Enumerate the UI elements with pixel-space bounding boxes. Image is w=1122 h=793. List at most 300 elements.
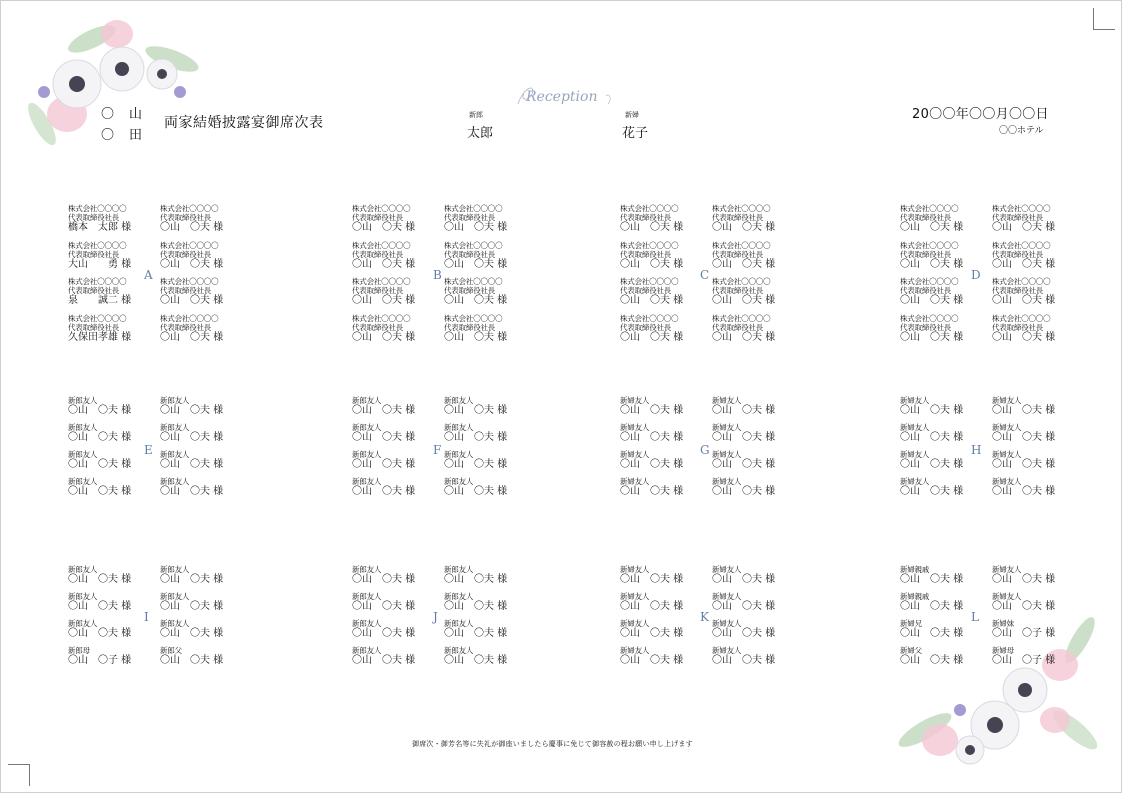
guest-name: 〇山 〇夫 様 — [712, 601, 776, 612]
guest-name: 〇山 〇夫 様 — [160, 258, 224, 270]
guest-entry — [900, 314, 963, 344]
guest-entry — [900, 204, 963, 234]
guest-title: 代表取締役社長 — [620, 249, 672, 259]
guest-title: 株式会社〇〇〇〇 — [620, 313, 679, 323]
guest-name: 〇山 〇夫 様 — [992, 405, 1056, 416]
guest-entry — [444, 646, 507, 667]
guest-name: 久保田孝雄 様 — [68, 331, 132, 343]
guest-title: 代表取締役社長 — [992, 213, 1044, 222]
table-label: D — [971, 268, 981, 282]
guest-entry — [444, 619, 507, 640]
guest-title: 代表取締役社長 — [68, 213, 120, 222]
guest-name: 〇山 〇夫 様 — [900, 601, 964, 612]
guest-title: 新郎友人 — [160, 565, 190, 574]
guest-name: 〇山 〇夫 様 — [620, 258, 684, 270]
guest-title: 株式会社〇〇〇〇 — [992, 313, 1051, 323]
guest-name: 〇山 〇夫 様 — [352, 258, 416, 270]
guest-name: 〇山 〇夫 様 — [160, 432, 224, 443]
guest-title: 株式会社〇〇〇〇 — [352, 313, 411, 323]
guest-title: 株式会社〇〇〇〇 — [160, 240, 219, 250]
guest-name: 〇山 〇夫 様 — [444, 601, 508, 612]
guest-title: 新婦友人 — [620, 646, 650, 655]
guest-entry — [160, 450, 223, 471]
guest-entry — [712, 477, 775, 498]
guest-title: 新郎友人 — [444, 619, 474, 628]
guest-entry — [712, 314, 775, 344]
guest-entry — [68, 565, 131, 586]
guest-entry — [712, 592, 775, 613]
guest-name: 〇山 〇夫 様 — [900, 405, 964, 416]
guest-title: 代表取締役社長 — [68, 249, 120, 259]
guest-entry — [352, 450, 415, 471]
guest-title: 新婦友人 — [900, 450, 930, 459]
guest-title: 代表取締役社長 — [900, 213, 952, 222]
guest-title: 新婦友人 — [712, 396, 742, 405]
guest-entry — [620, 241, 683, 271]
guest-title: 新婦友人 — [712, 592, 742, 601]
guest-title: 新郎友人 — [352, 592, 382, 601]
guest-title: 株式会社〇〇〇〇 — [68, 204, 127, 213]
guest-name: 〇山 〇夫 様 — [160, 405, 224, 416]
guest-title: 代表取締役社長 — [352, 249, 404, 259]
guest-entry — [160, 204, 223, 234]
guest-entry — [444, 592, 507, 613]
guest-title: 新郎友人 — [160, 592, 190, 601]
guest-name: 〇山 〇夫 様 — [992, 258, 1056, 270]
guest-title: 代表取締役社長 — [444, 249, 496, 259]
table-label: G — [700, 443, 710, 457]
bride-name: 花子 — [622, 126, 649, 141]
table-label: B — [433, 268, 442, 282]
guest-title: 新婦友人 — [712, 423, 742, 432]
guest-entry — [620, 277, 683, 307]
guest-entry — [620, 592, 683, 613]
guest-entry — [900, 423, 963, 444]
guest-name: 〇山 〇夫 様 — [992, 459, 1056, 470]
guest-name: 〇山 〇夫 様 — [900, 655, 964, 666]
guest-title: 新婦妹 — [992, 619, 1014, 628]
guest-title: 新婦友人 — [620, 450, 650, 459]
guest-name: 〇山 〇夫 様 — [992, 295, 1056, 306]
guest-entry — [444, 241, 507, 271]
guest-name: 〇山 〇夫 様 — [160, 331, 224, 343]
guest-title: 新郎母 — [68, 646, 90, 655]
guest-title: 新郎友人 — [160, 450, 190, 459]
guest-name: 〇山 〇夫 様 — [444, 486, 508, 497]
guest-title: 代表取締役社長 — [160, 286, 212, 295]
guest-title: 新郎友人 — [352, 565, 382, 574]
guest-title: 新婦友人 — [992, 592, 1022, 601]
guest-entry — [68, 314, 131, 344]
guest-name: 〇山 〇夫 様 — [352, 405, 416, 416]
guest-entry — [900, 646, 963, 667]
guest-name: 〇山 〇夫 様 — [712, 655, 776, 666]
guest-name: 〇山 〇夫 様 — [444, 655, 508, 666]
reception-script-text: Reception — [526, 89, 598, 105]
guest-name: 〇山 〇夫 様 — [444, 574, 508, 585]
guest-title: 株式会社〇〇〇〇 — [352, 240, 411, 250]
wedding-date: 20〇〇年〇〇月〇〇日 — [912, 107, 1049, 122]
guest-name: 〇山 〇夫 様 — [444, 222, 508, 233]
table-label: F — [433, 443, 442, 457]
guest-title: 株式会社〇〇〇〇 — [712, 313, 771, 323]
guest-name: 〇山 〇子 様 — [992, 628, 1056, 639]
guest-name: 〇山 〇子 様 — [992, 655, 1056, 666]
guest-entry — [352, 646, 415, 667]
guest-name: 〇山 〇夫 様 — [900, 295, 964, 306]
guest-name: 〇山 〇夫 様 — [992, 331, 1056, 343]
guest-title: 代表取締役社長 — [68, 286, 120, 295]
guest-name: 〇山 〇夫 様 — [992, 222, 1056, 233]
guest-title: 株式会社〇〇〇〇 — [992, 204, 1051, 213]
guest-entry — [620, 423, 683, 444]
guest-entry — [352, 477, 415, 498]
guest-entry — [992, 450, 1055, 471]
guest-name: 〇山 〇夫 様 — [160, 459, 224, 470]
guest-title: 新郎友人 — [352, 423, 382, 432]
guest-name: 〇山 〇夫 様 — [992, 601, 1056, 612]
guest-entry — [712, 565, 775, 586]
guest-name: 〇山 〇夫 様 — [992, 432, 1056, 443]
guest-title: 代表取締役社長 — [900, 286, 952, 295]
guest-entry — [992, 241, 1055, 271]
guest-entry — [992, 204, 1055, 234]
guest-name: 〇山 〇夫 様 — [160, 222, 224, 233]
guest-title: 新郎友人 — [352, 619, 382, 628]
guest-name: 〇山 〇夫 様 — [352, 331, 416, 343]
guest-name: 〇山 〇夫 様 — [68, 405, 132, 416]
guest-name: 〇山 〇夫 様 — [352, 459, 416, 470]
guest-name: 〇山 〇夫 様 — [712, 459, 776, 470]
guest-title: 新婦親戚 — [900, 565, 930, 574]
guest-entry — [900, 277, 963, 307]
guest-name: 〇山 〇夫 様 — [352, 222, 416, 233]
guest-title: 株式会社〇〇〇〇 — [68, 277, 127, 286]
guest-entry — [444, 565, 507, 586]
page-title: 両家結婚披露宴御席次表 — [164, 115, 324, 131]
guest-entry — [444, 204, 507, 234]
guest-name: 〇山 〇子 様 — [68, 655, 132, 666]
guest-entry — [160, 565, 223, 586]
guest-title: 代表取締役社長 — [712, 286, 764, 295]
guest-title: 株式会社〇〇〇〇 — [992, 277, 1051, 286]
guest-entry — [992, 423, 1055, 444]
guest-entry — [68, 619, 131, 640]
guest-entry — [620, 477, 683, 498]
guest-entry — [900, 450, 963, 471]
guest-entry — [68, 396, 131, 417]
guest-title: 代表取締役社長 — [444, 213, 496, 222]
table-label: E — [144, 443, 153, 457]
guest-title: 代表取締役社長 — [992, 249, 1044, 259]
guest-title: 株式会社〇〇〇〇 — [444, 277, 503, 286]
guest-title: 新婦友人 — [620, 565, 650, 574]
guest-title: 新郎友人 — [444, 592, 474, 601]
guest-entry — [160, 423, 223, 444]
guest-title: 代表取締役社長 — [620, 286, 672, 295]
guest-name: 〇山 〇夫 様 — [712, 628, 776, 639]
guest-title: 新婦親戚 — [900, 592, 930, 601]
guest-name: 〇山 〇夫 様 — [444, 628, 508, 639]
guest-title: 新郎友人 — [444, 646, 474, 655]
guest-name: 〇山 〇夫 様 — [620, 222, 684, 233]
guest-name: 〇山 〇夫 様 — [444, 459, 508, 470]
guest-name: 〇山 〇夫 様 — [444, 405, 508, 416]
guest-entry — [160, 241, 223, 271]
guest-title: 株式会社〇〇〇〇 — [444, 313, 503, 323]
guest-title: 新婦友人 — [992, 450, 1022, 459]
guest-name: 橋本 太郎 様 — [68, 222, 132, 233]
guest-entry — [620, 565, 683, 586]
guest-title: 株式会社〇〇〇〇 — [444, 240, 503, 250]
guest-name: 〇山 〇夫 様 — [712, 295, 776, 306]
guest-title: 代表取締役社長 — [620, 213, 672, 222]
guest-name: 〇山 〇夫 様 — [68, 486, 132, 497]
guest-entry — [68, 646, 131, 667]
guest-title: 新婦友人 — [712, 477, 742, 486]
guest-title: 株式会社〇〇〇〇 — [900, 204, 959, 213]
guest-name: 〇山 〇夫 様 — [900, 628, 964, 639]
guest-title: 新郎友人 — [160, 477, 190, 486]
guest-entry — [160, 314, 223, 344]
guest-name: 〇山 〇夫 様 — [900, 222, 964, 233]
guest-entry — [620, 314, 683, 344]
guest-name: 〇山 〇夫 様 — [352, 574, 416, 585]
guest-name: 〇山 〇夫 様 — [992, 486, 1056, 497]
guest-title: 新郎友人 — [160, 423, 190, 432]
guest-title: 代表取締役社長 — [160, 249, 212, 259]
guest-entry — [444, 396, 507, 417]
guest-title: 新郎友人 — [444, 423, 474, 432]
guest-title: 株式会社〇〇〇〇 — [712, 240, 771, 250]
guest-name: 〇山 〇夫 様 — [620, 331, 684, 343]
guest-entry — [160, 477, 223, 498]
guest-title: 新婦友人 — [712, 619, 742, 628]
guest-title: 新郎友人 — [160, 619, 190, 628]
guest-entry — [444, 314, 507, 344]
guest-title: 株式会社〇〇〇〇 — [160, 313, 219, 323]
guest-name: 〇山 〇夫 様 — [620, 655, 684, 666]
guest-title: 新郎友人 — [68, 592, 98, 601]
guest-title: 新婦友人 — [992, 565, 1022, 574]
guest-name: 〇山 〇夫 様 — [352, 486, 416, 497]
guest-name: 〇山 〇夫 様 — [160, 295, 224, 306]
guest-title: 新婦友人 — [992, 477, 1022, 486]
guest-title: 新郎友人 — [352, 477, 382, 486]
guest-title: 新婦友人 — [620, 619, 650, 628]
guest-name: 〇山 〇夫 様 — [712, 331, 776, 343]
guest-entry — [68, 592, 131, 613]
groom-role: 新郎 — [469, 111, 483, 119]
footer-note: 御席次・御芳名等に失礼が御座いましたら慶事に免じて御容赦の程お願い申し上げます — [412, 740, 693, 748]
guest-name: 〇山 〇夫 様 — [900, 331, 964, 343]
guest-name: 〇山 〇夫 様 — [68, 601, 132, 612]
guest-entry — [444, 477, 507, 498]
guest-title: 代表取締役社長 — [352, 213, 404, 222]
guest-entry — [712, 204, 775, 234]
guest-title: 代表取締役社長 — [900, 249, 952, 259]
guest-entry — [444, 450, 507, 471]
guest-name: 〇山 〇夫 様 — [444, 258, 508, 270]
guest-name: 〇山 〇夫 様 — [352, 432, 416, 443]
guest-title: 株式会社〇〇〇〇 — [352, 277, 411, 286]
guest-name: 〇山 〇夫 様 — [900, 432, 964, 443]
guest-title: 代表取締役社長 — [620, 322, 672, 332]
guest-entry — [992, 619, 1055, 640]
guest-title: 新郎友人 — [352, 396, 382, 405]
bride-role: 新婦 — [625, 111, 639, 119]
guest-name: 〇山 〇夫 様 — [620, 295, 684, 306]
guest-entry — [68, 204, 131, 234]
table-label: C — [700, 268, 710, 282]
guest-title: 代表取締役社長 — [992, 322, 1044, 332]
table-label: A — [144, 268, 153, 282]
guest-title: 新婦友人 — [992, 396, 1022, 405]
guest-name: 〇山 〇夫 様 — [352, 295, 416, 306]
guest-title: 株式会社〇〇〇〇 — [160, 204, 219, 213]
guest-entry — [444, 277, 507, 307]
guest-title: 新郎友人 — [68, 423, 98, 432]
crop-mark-top-right — [1093, 8, 1115, 30]
guest-title: 代表取締役社長 — [444, 322, 496, 332]
guest-entry — [160, 646, 223, 667]
guest-name: 〇山 〇夫 様 — [712, 574, 776, 585]
guest-title: 新婦友人 — [620, 396, 650, 405]
guest-title: 代表取締役社長 — [160, 322, 212, 332]
table-label: K — [700, 610, 709, 624]
table-label: J — [433, 610, 438, 624]
guest-name: 〇山 〇夫 様 — [712, 486, 776, 497]
guest-title: 株式会社〇〇〇〇 — [992, 240, 1051, 250]
guest-name: 〇山 〇夫 様 — [620, 574, 684, 585]
guest-title: 新郎友人 — [68, 477, 98, 486]
guest-title: 新郎友人 — [444, 396, 474, 405]
guest-entry — [160, 619, 223, 640]
guest-entry — [160, 277, 223, 307]
table-label: H — [971, 443, 982, 457]
guest-entry — [352, 277, 415, 307]
guest-title: 代表取締役社長 — [352, 322, 404, 332]
guest-entry — [352, 592, 415, 613]
guest-title: 新郎友人 — [160, 396, 190, 405]
guest-entry — [352, 204, 415, 234]
guest-title: 株式会社〇〇〇〇 — [68, 313, 127, 323]
guest-name: 〇山 〇夫 様 — [160, 655, 224, 666]
reception-script — [514, 80, 614, 112]
guest-title: 新婦友人 — [620, 423, 650, 432]
guest-title: 新婦父 — [900, 646, 922, 655]
guest-entry — [160, 396, 223, 417]
guest-title: 新郎友人 — [68, 565, 98, 574]
guest-title: 新婦友人 — [992, 423, 1022, 432]
guest-name: 〇山 〇夫 様 — [620, 432, 684, 443]
guest-name: 〇山 〇夫 様 — [444, 295, 508, 306]
family-name-2: 〇 田 — [101, 128, 144, 143]
guest-entry — [992, 277, 1055, 307]
guest-name: 〇山 〇夫 様 — [444, 331, 508, 343]
guest-title: 株式会社〇〇〇〇 — [900, 277, 959, 286]
guest-title: 代表取締役社長 — [160, 213, 212, 222]
guest-entry — [68, 277, 131, 307]
guest-entry — [992, 592, 1055, 613]
guest-title: 新婦友人 — [712, 646, 742, 655]
guest-title: 代表取締役社長 — [352, 286, 404, 295]
guest-name: 〇山 〇夫 様 — [900, 486, 964, 497]
guest-entry — [68, 450, 131, 471]
guest-entry — [712, 646, 775, 667]
guest-entry — [992, 314, 1055, 344]
guest-name: 〇山 〇夫 様 — [160, 486, 224, 497]
guest-title: 代表取締役社長 — [68, 322, 120, 332]
guest-entry — [620, 396, 683, 417]
guest-title: 株式会社〇〇〇〇 — [68, 240, 127, 250]
guest-entry — [352, 396, 415, 417]
guest-title: 株式会社〇〇〇〇 — [712, 277, 771, 286]
guest-title: 新郎父 — [160, 646, 182, 655]
guest-name: 〇山 〇夫 様 — [352, 628, 416, 639]
guest-entry — [712, 450, 775, 471]
guest-entry — [352, 619, 415, 640]
guest-name: 〇山 〇夫 様 — [620, 601, 684, 612]
guest-entry — [992, 396, 1055, 417]
guest-entry — [900, 565, 963, 586]
guest-title: 株式会社〇〇〇〇 — [620, 277, 679, 286]
guest-name: 〇山 〇夫 様 — [620, 486, 684, 497]
guest-entry — [900, 241, 963, 271]
guest-title: 新婦友人 — [620, 592, 650, 601]
guest-name: 〇山 〇夫 様 — [68, 628, 132, 639]
guest-entry — [712, 423, 775, 444]
guest-entry — [620, 646, 683, 667]
guest-name: 〇山 〇夫 様 — [900, 574, 964, 585]
guest-title: 新郎友人 — [352, 646, 382, 655]
guest-entry — [352, 314, 415, 344]
venue-name: 〇〇ホテル — [999, 126, 1044, 136]
guest-title: 株式会社〇〇〇〇 — [900, 240, 959, 250]
guest-entry — [992, 565, 1055, 586]
guest-title: 代表取締役社長 — [712, 249, 764, 259]
guest-name: 〇山 〇夫 様 — [900, 258, 964, 270]
guest-entry — [620, 619, 683, 640]
guest-entry — [992, 477, 1055, 498]
guest-title: 株式会社〇〇〇〇 — [160, 277, 219, 286]
guest-title: 株式会社〇〇〇〇 — [620, 204, 679, 213]
guest-name: 〇山 〇夫 様 — [68, 574, 132, 585]
guest-entry — [68, 241, 131, 271]
guest-name: 〇山 〇夫 様 — [160, 628, 224, 639]
groom-name: 太郎 — [467, 126, 494, 141]
guest-title: 新婦友人 — [712, 450, 742, 459]
guest-title: 新郎友人 — [352, 450, 382, 459]
guest-title: 新郎友人 — [68, 396, 98, 405]
guest-title: 代表取締役社長 — [992, 286, 1044, 295]
guest-entry — [900, 477, 963, 498]
crop-mark-bottom-left — [8, 764, 30, 786]
table-label: L — [971, 610, 979, 624]
guest-entry — [620, 204, 683, 234]
guest-name: 〇山 〇夫 様 — [992, 574, 1056, 585]
guest-entry — [900, 396, 963, 417]
guest-name: 〇山 〇夫 様 — [712, 258, 776, 270]
guest-entry — [620, 450, 683, 471]
guest-name: 〇山 〇夫 様 — [352, 601, 416, 612]
guest-name: 〇山 〇夫 様 — [444, 432, 508, 443]
guest-entry — [900, 619, 963, 640]
guest-title: 新婦友人 — [900, 423, 930, 432]
guest-title: 新郎友人 — [68, 450, 98, 459]
guest-title: 新郎友人 — [444, 477, 474, 486]
guest-name: 〇山 〇夫 様 — [160, 574, 224, 585]
